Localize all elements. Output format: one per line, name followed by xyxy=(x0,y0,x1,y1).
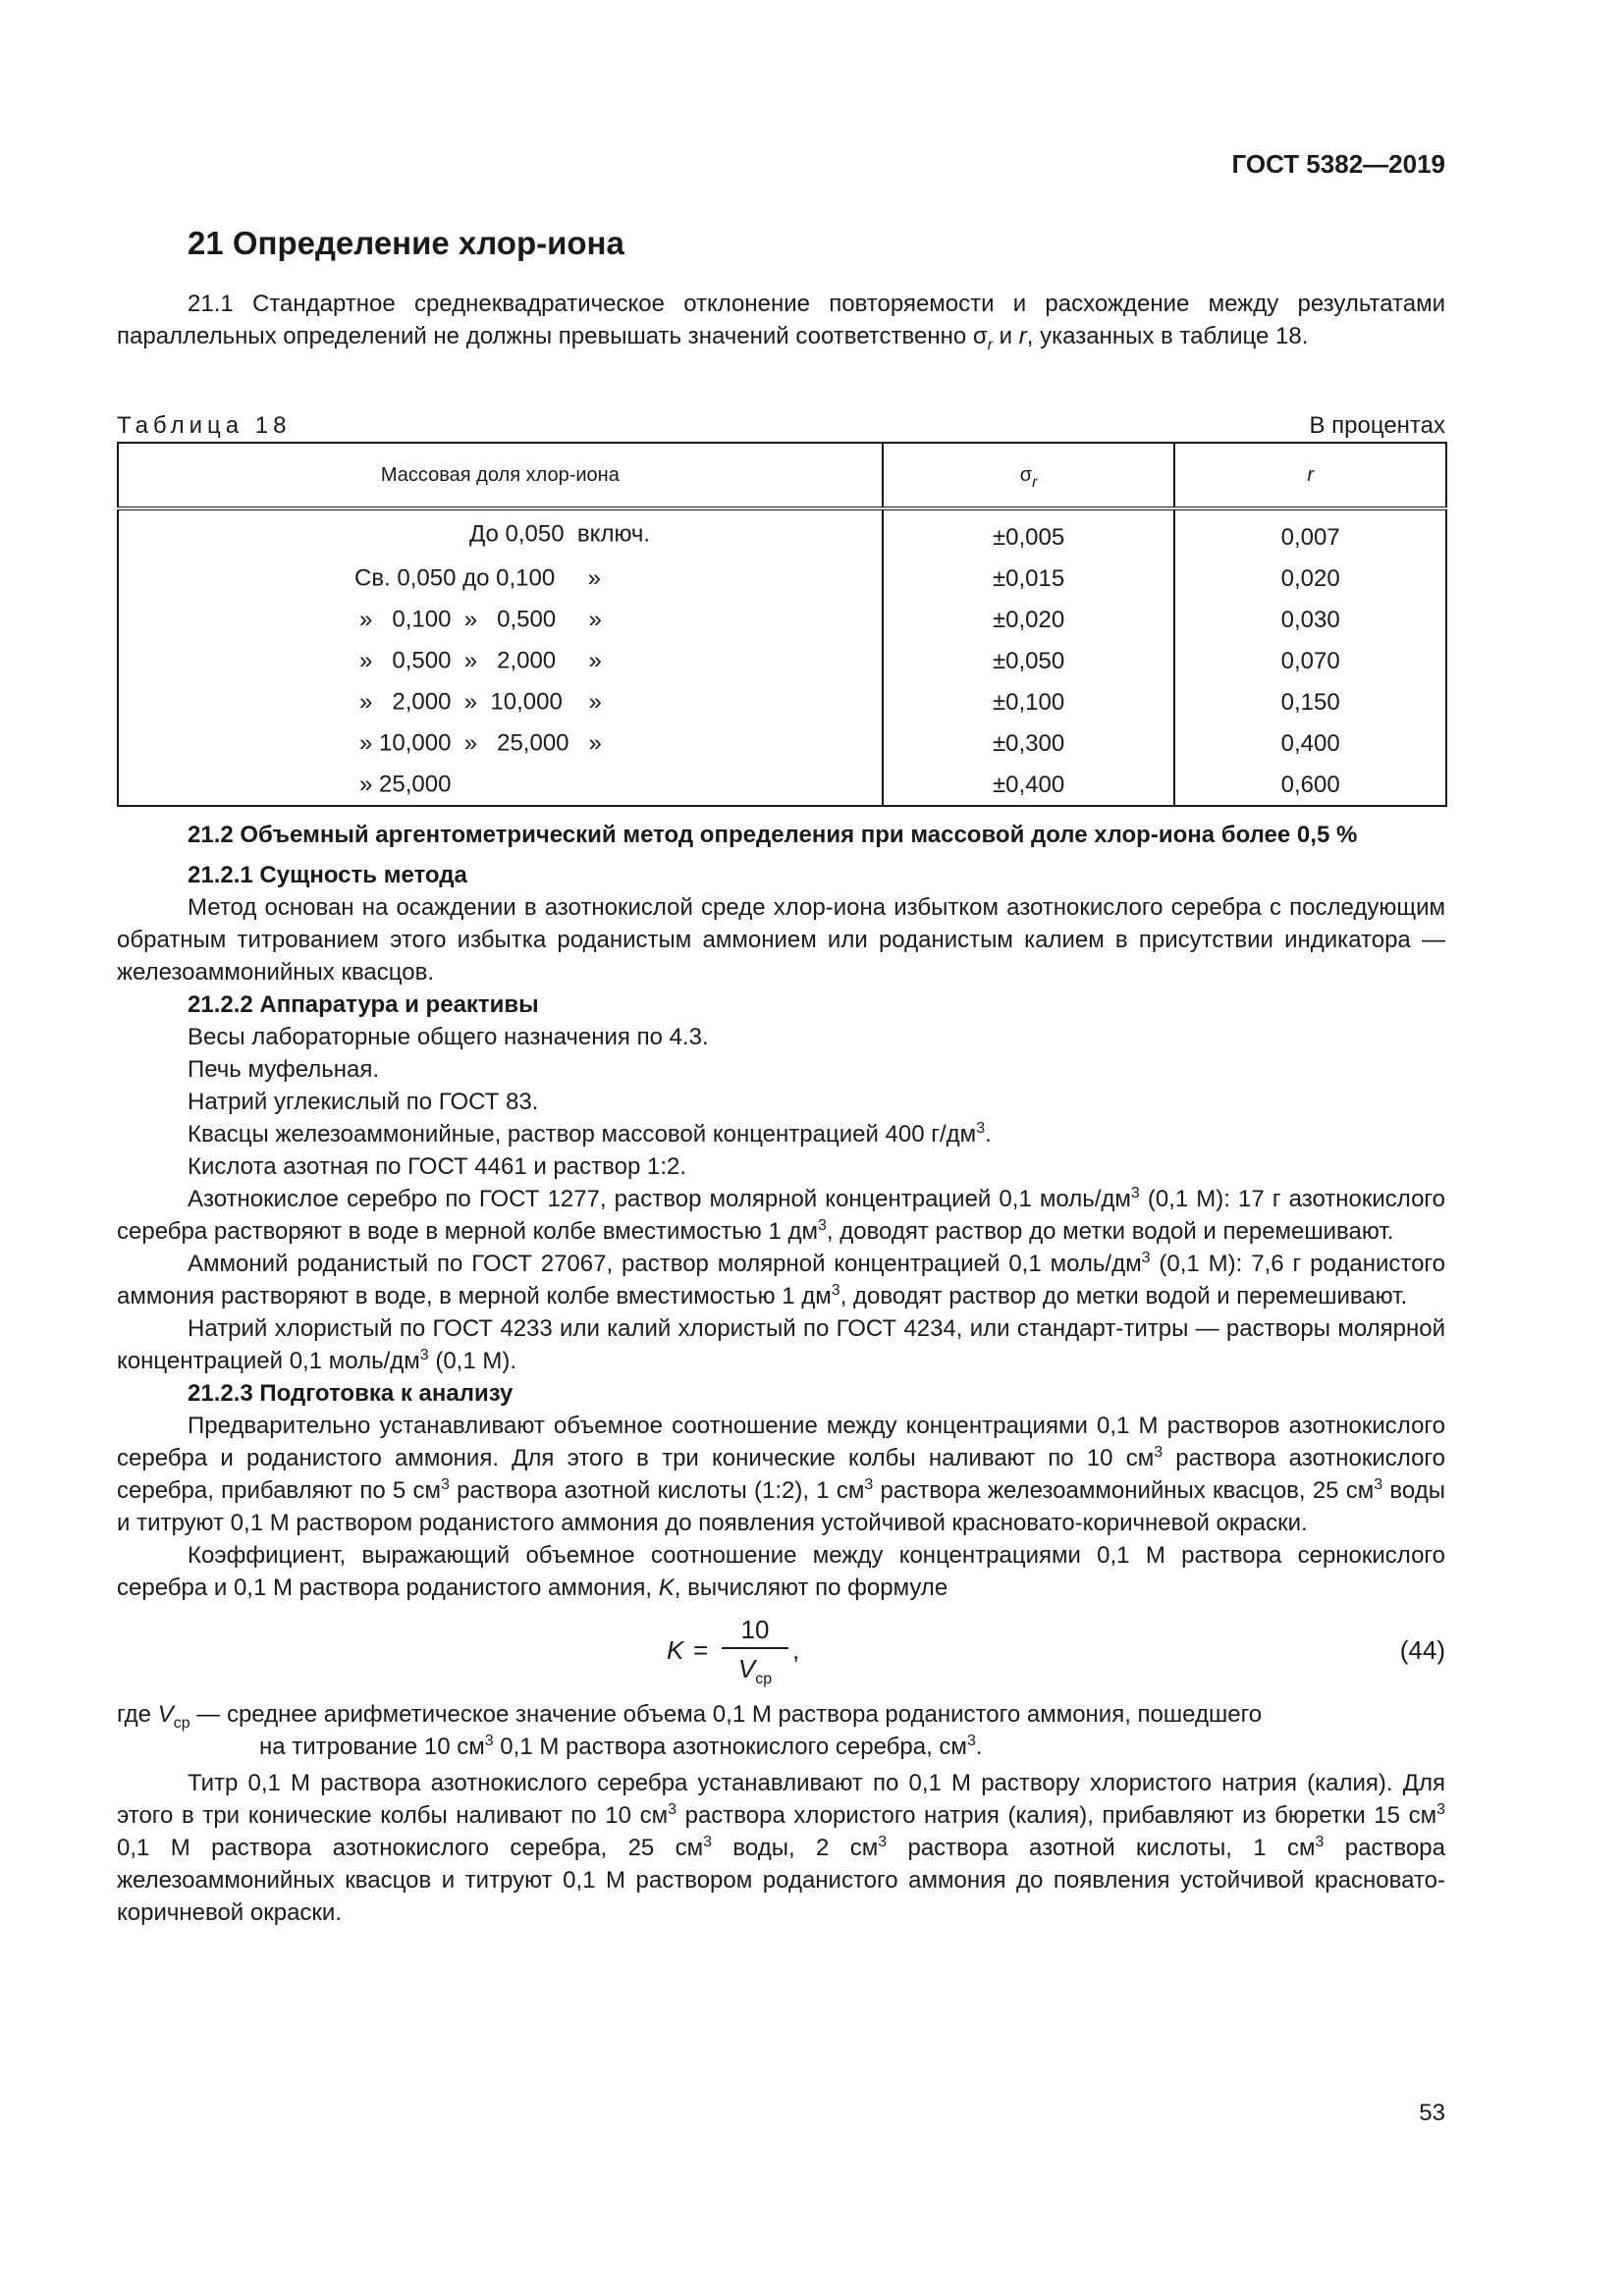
reagent-item: Квасцы железоаммонийные, раствор массовой концентрацией 400 $г/дм^3$. xyxy=(188,1120,992,1148)
table-row xyxy=(118,764,1446,806)
cell-r: 0,007 xyxy=(1174,508,1446,558)
formula-number: (44) xyxy=(1399,1635,1445,1665)
cell-range: » 2,000 » 10,000 » xyxy=(118,681,883,722)
col-header-mass-fraction: Массовая доля хлор-иона xyxy=(118,443,883,508)
cell-r: 0,150 xyxy=(1174,681,1446,722)
titre-paragraph: Титр 0,1 М раствора азотнокислого серебра устанавливают по 0,1 М раствору хлористого натрия (калия). Для этого в три конические колбы наливают по 10 $см^3$ раствора хлористого натрия (калия), прибавляют из бюретки 15 $см^3$ 0,1 М раствора азотнокислого серебра, 25 $см^3$ воды, 2 $см^3$ раствора азотной кислоты, 1 $см^3$ раствора железоаммонийных квасцов и титруют 0,1 М раствором роданистого аммония до появления устойчивой красновато-коричневой окраски. xyxy=(117,1770,1445,1926)
table-row xyxy=(118,722,1446,764)
reagent-item: Натрий хлористый по ГОСТ 4233 или калий хлористый по ГОСТ 4234, или стандарт-титры — растворы молярной концентрацией 0,1 моль/$дм^3$ (0,1 М). xyxy=(117,1315,1445,1374)
table-row xyxy=(118,508,1446,558)
reagent-item: Кислота азотная по ГОСТ 4461 и раствор 1:2. xyxy=(188,1153,686,1180)
paragraph-21-1: 21.1 Стандартное среднеквадратическое отклонение повторяемости и расхождение между результатами параллельных определений не должны превышать значений соответственно $\sigma_r$ и r, указанных в таблице 18. xyxy=(117,291,1445,353)
col-header-sigma: $\sigma_r$ xyxy=(883,443,1175,508)
cell-sigma: ±0,050 xyxy=(883,640,1175,681)
table-row xyxy=(118,640,1446,681)
reagent-item: Печь муфельная. xyxy=(188,1056,380,1083)
table-18 xyxy=(117,442,1447,807)
formula-denominator: $V_{ср}$ xyxy=(737,1654,773,1687)
cell-range: До 0,050 включ. xyxy=(118,508,883,558)
formula-fraction xyxy=(722,1612,788,1688)
coefficient-paragraph: Коэффициент, выражающий объемное соотношение между концентрациями 0,1 М раствора сернокислого серебра и 0,1 М раствора роданистого аммония, K, вычисляют по формуле xyxy=(117,1542,1445,1601)
cell-range: » 10,000 » 25,000 » xyxy=(118,722,883,764)
reagent-item: Аммоний роданистый по ГОСТ 27067, раствор молярной концентрацией 0,1 моль/$дм^3$ (0,1 М): 7,6 г роданистого аммония растворяют в воде, в мерной колбе вместимостью 1 $дм^3$, доводят раствор до метки водой и перемешивают. xyxy=(117,1250,1445,1309)
cell-sigma: ±0,400 xyxy=(883,764,1175,806)
where-clause: где $V_{ср}$ — среднее арифметическое значение объема 0,1 М раствора роданистого аммония, пошедшего на титрование 10 $см^3$ 0,1 М раствора азотнокислого серебра, $см^3$. xyxy=(117,1701,1263,1760)
table-row xyxy=(118,599,1446,640)
formula-44: K = 10 $V_{ср}$ , (44) xyxy=(117,1610,1445,1694)
table-row xyxy=(118,558,1446,599)
cell-range: » 0,100 » 0,500 » xyxy=(118,599,883,640)
doc-code: ГОСТ 5382—2019 xyxy=(1231,149,1445,179)
heading-21-2-2: 21.2.2 Аппаратура и реактивы xyxy=(188,991,539,1018)
cell-range: » 25,000 xyxy=(118,764,883,806)
body-text xyxy=(117,819,1445,1929)
cell-r: 0,070 xyxy=(1174,640,1446,681)
cell-r: 0,400 xyxy=(1174,722,1446,764)
col-header-r: r xyxy=(1174,443,1446,508)
heading-21-2-3: 21.2.3 Подготовка к анализу xyxy=(188,1380,514,1407)
formula-equals: = xyxy=(693,1635,709,1665)
method-paragraph: Метод основан на осаждении в азотнокислой среде хлор-иона избытком азотнокислого серебра с последующим обратным титрованием этого избытка роданистым аммонием или роданистым калием в присутствии индикатора — железоаммонийных квасцов. xyxy=(117,894,1445,986)
cell-sigma: ±0,015 xyxy=(883,558,1175,599)
document-page xyxy=(117,0,1445,2296)
table-caption xyxy=(117,409,1445,439)
formula-numerator: 10 xyxy=(722,1612,788,1649)
cell-r: 0,020 xyxy=(1174,558,1446,599)
prep-paragraph: Предварительно устанавливают объемное соотношение между концентрациями 0,1 М растворов азотнокислого серебра и роданистого аммония. Для этого в три конические колбы наливают по 10 $см^3$ раствора азотнокислого серебра, прибавляют по 5 $см^3$ раствора азотной кислоты (1:2), 1 $см^3$ раствора железоаммонийных квасцов, 25 $см^3$ воды и титруют 0,1 М раствором роданистого аммония до появления устойчивой красновато-коричневой окраски. xyxy=(117,1413,1446,1536)
heading-21-2: 21.2 Объемный аргентометрический метод определения при массовой доле хлор-иона более 0,5 % xyxy=(188,822,1358,848)
reagent-item: Азотнокислое серебро по ГОСТ 1277, раствор молярной концентрацией 0,1 моль/$дм^3$ (0,1 М): 17 г азотнокислого серебра растворяют в воде в мерной колбе вместимостью 1 $дм^3$, доводят раствор до метки водой и перемешивают. xyxy=(117,1185,1445,1245)
formula-lhs: K xyxy=(667,1635,684,1665)
reagent-item: Натрий углекислый по ГОСТ 83. xyxy=(188,1089,539,1115)
table-header-row xyxy=(118,443,1446,508)
page-number: 53 xyxy=(1419,2100,1445,2126)
cell-sigma: ±0,005 xyxy=(883,508,1175,558)
cell-range: » 0,500 » 2,000 » xyxy=(118,640,883,681)
cell-sigma: ±0,100 xyxy=(883,681,1175,722)
section-title: 21 Определение хлор-иона xyxy=(188,225,624,261)
cell-r: 0,600 xyxy=(1174,764,1446,806)
cell-sigma: ±0,020 xyxy=(883,599,1175,640)
cell-sigma: ±0,300 xyxy=(883,722,1175,764)
table-label: Таблица 18 xyxy=(117,412,292,439)
cell-r: 0,030 xyxy=(1174,599,1446,640)
table-row xyxy=(118,681,1446,722)
heading-21-2-1: 21.2.1 Сущность метода xyxy=(188,862,467,888)
cell-range: Св. 0,050 до 0,100 » xyxy=(118,558,883,599)
reagent-item: Весы лабораторные общего назначения по 4.3. xyxy=(188,1024,709,1050)
table-unit: В процентах xyxy=(1309,412,1445,439)
